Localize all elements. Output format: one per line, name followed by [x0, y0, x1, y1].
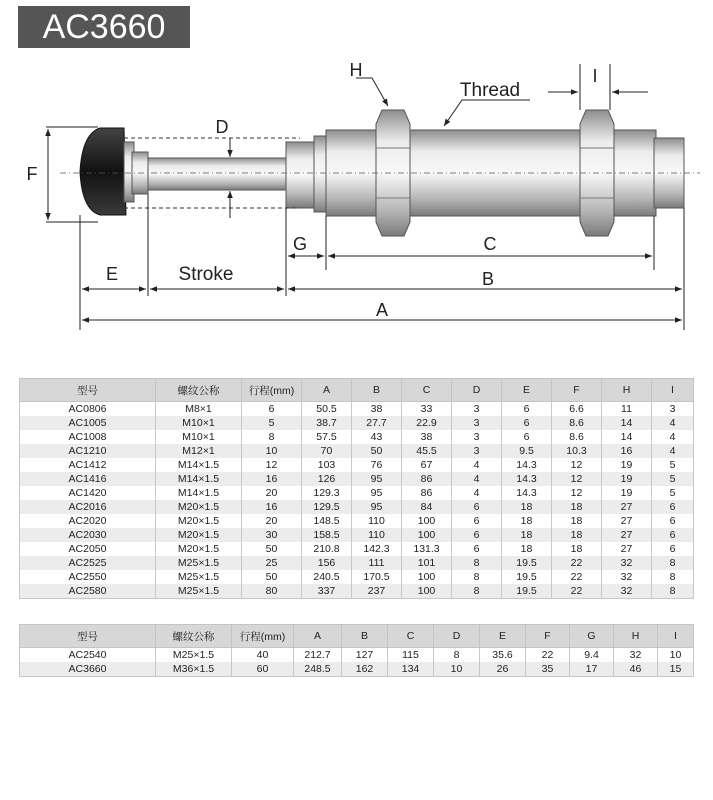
table-cell: 6.6 [552, 402, 602, 417]
table-cell: 35.6 [480, 648, 526, 663]
table-cell: 50.5 [302, 402, 352, 417]
table-cell: 5 [652, 486, 694, 500]
table-cell: 22 [526, 648, 570, 663]
column-header: F [526, 625, 570, 648]
table-cell: 18 [502, 514, 552, 528]
table-cell: 8 [652, 584, 694, 599]
label-c: C [483, 234, 497, 254]
label-b: B [481, 269, 495, 289]
column-header: C [402, 379, 452, 402]
table-cell: 10 [434, 662, 480, 677]
table-cell: M25×1.5 [156, 584, 242, 599]
table-cell: 3 [452, 416, 502, 430]
column-header: 螺纹公称 [156, 379, 242, 402]
table-cell: 4 [452, 458, 502, 472]
table-cell: AC1420 [20, 486, 156, 500]
label-f: F [26, 164, 38, 184]
table-cell: 95 [352, 486, 402, 500]
table-cell: 27 [602, 500, 652, 514]
column-header: B [352, 379, 402, 402]
label-a: A [375, 300, 389, 320]
table-row [20, 514, 694, 528]
table-cell: 237 [352, 584, 402, 599]
table-cell: 6 [502, 402, 552, 417]
column-header: 行程(mm) [232, 625, 294, 648]
table-cell: M25×1.5 [156, 556, 242, 570]
table-cell: 111 [352, 556, 402, 570]
table-cell: M20×1.5 [156, 500, 242, 514]
table-cell: 30 [242, 528, 302, 542]
table-cell: 18 [552, 542, 602, 556]
table-cell: 8 [652, 570, 694, 584]
table-cell: 12 [552, 486, 602, 500]
label-d: D [215, 117, 229, 137]
model-title-badge: AC3660 [18, 6, 190, 48]
table-cell: 27 [602, 542, 652, 556]
table-cell: 3 [452, 430, 502, 444]
table-cell: 43 [352, 430, 402, 444]
table-row [20, 528, 694, 542]
table-cell: 19 [602, 458, 652, 472]
table-cell: 6 [502, 416, 552, 430]
table-cell: 4 [452, 486, 502, 500]
table-cell: M10×1 [156, 430, 242, 444]
table-cell: 16 [602, 444, 652, 458]
table-cell: AC1412 [20, 458, 156, 472]
table-cell: 6 [502, 430, 552, 444]
table-cell: AC0806 [20, 402, 156, 417]
table-row [20, 584, 694, 599]
table-cell: 11 [602, 402, 652, 417]
table-cell: 8.6 [552, 430, 602, 444]
table-cell: M10×1 [156, 416, 242, 430]
table-header-row [20, 625, 694, 648]
table-cell: 19.5 [502, 584, 552, 599]
table-cell: 22 [552, 584, 602, 599]
table-cell: AC2580 [20, 584, 156, 599]
table-cell: M20×1.5 [156, 542, 242, 556]
table-cell: 5 [242, 416, 302, 430]
table-cell: 4 [652, 444, 694, 458]
table-cell: 20 [242, 514, 302, 528]
table-cell: 57.5 [302, 430, 352, 444]
table-row [20, 648, 694, 663]
column-header: B [342, 625, 388, 648]
table-cell: 45.5 [402, 444, 452, 458]
table-cell: M20×1.5 [156, 514, 242, 528]
column-header: A [294, 625, 342, 648]
table-cell: 38 [402, 430, 452, 444]
table-cell: 26 [480, 662, 526, 677]
table-cell: 134 [388, 662, 434, 677]
table-cell: 148.5 [302, 514, 352, 528]
table-cell: 101 [402, 556, 452, 570]
table-cell: 129.3 [302, 486, 352, 500]
label-g: G [292, 234, 308, 254]
table-cell: 115 [388, 648, 434, 663]
label-stroke: Stroke [178, 264, 234, 285]
column-header: I [658, 625, 694, 648]
table-row [20, 500, 694, 514]
column-header: E [480, 625, 526, 648]
column-header: G [570, 625, 614, 648]
shock-body [60, 110, 700, 236]
table-cell: 18 [552, 528, 602, 542]
table-cell: 158.5 [302, 528, 352, 542]
table-cell: 32 [602, 556, 652, 570]
table-cell: 16 [242, 500, 302, 514]
table-cell: 60 [232, 662, 294, 677]
table-cell: 19 [602, 472, 652, 486]
table-cell: 38.7 [302, 416, 352, 430]
table-cell: 127 [342, 648, 388, 663]
spec-table-large [19, 624, 694, 677]
table-cell: 6 [452, 542, 502, 556]
table-cell: 8 [652, 556, 694, 570]
table-cell: 100 [402, 584, 452, 599]
table-cell: 22.9 [402, 416, 452, 430]
table-cell: 6 [452, 500, 502, 514]
table-cell: AC2016 [20, 500, 156, 514]
table-cell: 170.5 [352, 570, 402, 584]
column-header: H [614, 625, 658, 648]
table-cell: 95 [352, 500, 402, 514]
table-cell: 14 [602, 416, 652, 430]
table-cell: 32 [602, 570, 652, 584]
table-cell: 248.5 [294, 662, 342, 677]
column-header: I [652, 379, 694, 402]
table-cell: 40 [232, 648, 294, 663]
table-cell: M14×1.5 [156, 486, 242, 500]
table-row [20, 662, 694, 677]
table-cell: 3 [452, 402, 502, 417]
column-header: C [388, 625, 434, 648]
table-cell: 6 [652, 542, 694, 556]
table-cell: M12×1 [156, 444, 242, 458]
table-row [20, 556, 694, 570]
table-cell: M8×1 [156, 402, 242, 417]
table-cell: 70 [302, 444, 352, 458]
table-cell: 8.6 [552, 416, 602, 430]
table-cell: AC2550 [20, 570, 156, 584]
table-cell: 17 [570, 662, 614, 677]
table-cell: M20×1.5 [156, 528, 242, 542]
table-cell: 80 [242, 584, 302, 599]
label-i: I [592, 66, 598, 86]
table-cell: 19.5 [502, 556, 552, 570]
table-cell: 38 [352, 402, 402, 417]
table-row [20, 542, 694, 556]
table-cell: 12 [552, 472, 602, 486]
table-cell: 8 [452, 584, 502, 599]
table-cell: AC1210 [20, 444, 156, 458]
table-cell: AC2525 [20, 556, 156, 570]
table-cell: M14×1.5 [156, 472, 242, 486]
table-cell: 14.3 [502, 486, 552, 500]
table-cell: 12 [242, 458, 302, 472]
table-cell: 5 [652, 472, 694, 486]
table-cell: 3 [452, 444, 502, 458]
table-cell: 18 [502, 528, 552, 542]
label-thread: Thread [459, 80, 521, 101]
table-cell: 33 [402, 402, 452, 417]
table-cell: 95 [352, 472, 402, 486]
table-cell: 18 [552, 514, 602, 528]
table-cell: 131.3 [402, 542, 452, 556]
column-header: E [502, 379, 552, 402]
table-cell: 10 [242, 444, 302, 458]
table-cell: 15 [658, 662, 694, 677]
column-header: D [452, 379, 502, 402]
table-cell: 67 [402, 458, 452, 472]
table-cell: 76 [352, 458, 402, 472]
table-cell: 4 [652, 430, 694, 444]
table-cell: 103 [302, 458, 352, 472]
column-header: 型号 [20, 379, 156, 402]
table-cell: 19.5 [502, 570, 552, 584]
table-row [20, 402, 694, 417]
table-cell: 110 [352, 514, 402, 528]
table-cell: 142.3 [352, 542, 402, 556]
table-cell: M25×1.5 [156, 570, 242, 584]
table-cell: 110 [352, 528, 402, 542]
table-cell: AC1005 [20, 416, 156, 430]
table-cell: 9.5 [502, 444, 552, 458]
table-cell: AC2030 [20, 528, 156, 542]
table-cell: 3 [652, 402, 694, 417]
table-cell: 6 [452, 514, 502, 528]
column-header: F [552, 379, 602, 402]
table-cell: 14.3 [502, 458, 552, 472]
table-cell: 27 [602, 528, 652, 542]
table-cell: AC2050 [20, 542, 156, 556]
table-cell: 20 [242, 486, 302, 500]
table-cell: 27.7 [352, 416, 402, 430]
table-cell: 6 [652, 500, 694, 514]
table-row [20, 458, 694, 472]
table-cell: 86 [402, 486, 452, 500]
table-cell: 22 [552, 570, 602, 584]
table-cell: 5 [652, 458, 694, 472]
table-cell: 18 [502, 542, 552, 556]
table-cell: 100 [402, 570, 452, 584]
table-cell: 50 [242, 542, 302, 556]
table-cell: 129.5 [302, 500, 352, 514]
table-cell: 10 [658, 648, 694, 663]
table-cell: AC3660 [20, 662, 156, 677]
column-header: A [302, 379, 352, 402]
column-header: 螺纹公称 [156, 625, 232, 648]
table-cell: AC2540 [20, 648, 156, 663]
table-cell: 18 [552, 500, 602, 514]
table-cell: 8 [434, 648, 480, 663]
table-cell: 4 [452, 472, 502, 486]
table-cell: 22 [552, 556, 602, 570]
table-cell: 126 [302, 472, 352, 486]
table-cell: 35 [526, 662, 570, 677]
table-cell: 84 [402, 500, 452, 514]
table-cell: 8 [452, 556, 502, 570]
table-cell: AC2020 [20, 514, 156, 528]
table-cell: AC1008 [20, 430, 156, 444]
table-cell: 9.4 [570, 648, 614, 663]
table-cell: 6 [242, 402, 302, 417]
table-cell: 8 [452, 570, 502, 584]
table-cell: 50 [242, 570, 302, 584]
table-row [20, 570, 694, 584]
table-row [20, 444, 694, 458]
table-cell: 100 [402, 528, 452, 542]
table-cell: M25×1.5 [156, 648, 232, 663]
column-header: 行程(mm) [242, 379, 302, 402]
table-cell: 14.3 [502, 472, 552, 486]
table-cell: M14×1.5 [156, 458, 242, 472]
spec-table-main [19, 378, 694, 599]
table-cell: 46 [614, 662, 658, 677]
table-cell: 8 [242, 430, 302, 444]
table-row [20, 416, 694, 430]
table-cell: 337 [302, 584, 352, 599]
table-cell: 6 [652, 514, 694, 528]
table-cell: 6 [652, 528, 694, 542]
table-cell: 50 [352, 444, 402, 458]
table-header-row [20, 379, 694, 402]
table-cell: 100 [402, 514, 452, 528]
table-cell: 4 [652, 416, 694, 430]
table-cell: 32 [602, 584, 652, 599]
label-h: H [349, 60, 363, 80]
label-e: E [105, 264, 119, 284]
table-row [20, 486, 694, 500]
table-cell: 19 [602, 486, 652, 500]
table-row [20, 430, 694, 444]
table-cell: 162 [342, 662, 388, 677]
table-cell: 18 [502, 500, 552, 514]
table-cell: 27 [602, 514, 652, 528]
column-header: D [434, 625, 480, 648]
table-cell: 12 [552, 458, 602, 472]
table-cell: 25 [242, 556, 302, 570]
table-cell: 210.8 [302, 542, 352, 556]
table-row [20, 472, 694, 486]
shock-absorber-diagram [0, 52, 713, 352]
table-cell: 16 [242, 472, 302, 486]
table-cell: 10.3 [552, 444, 602, 458]
table-cell: AC1416 [20, 472, 156, 486]
column-header: H [602, 379, 652, 402]
table-cell: 156 [302, 556, 352, 570]
table-cell: 240.5 [302, 570, 352, 584]
table-cell: 212.7 [294, 648, 342, 663]
table-cell: 86 [402, 472, 452, 486]
column-header: 型号 [20, 625, 156, 648]
table-cell: M36×1.5 [156, 662, 232, 677]
table-cell: 14 [602, 430, 652, 444]
table-cell: 32 [614, 648, 658, 663]
table-cell: 6 [452, 528, 502, 542]
